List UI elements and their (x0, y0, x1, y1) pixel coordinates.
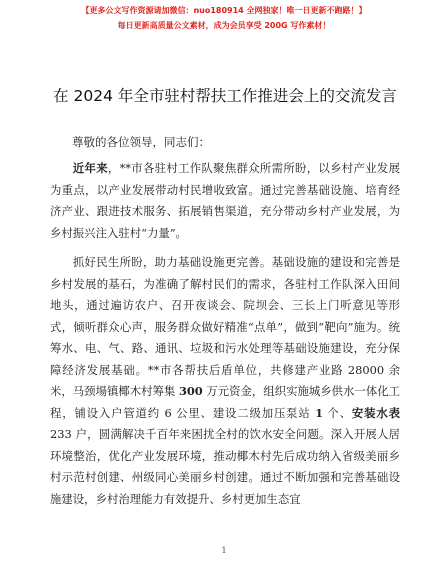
paragraph-1 (50, 158, 400, 244)
paragraph-text: 抓好民生所盼，助力基础设施更完善。基础设施的建设和完善是乡村发展的基石，为准确了解村民们的需求，各驻村工作队深入田间地头，通过遍访农户、召开夜谈会、院坝会、三长上门听意见等形式，倾听群众心声，服务群众做好精准“点单”，做到“靶向”施为。统筹水、电、气、路、通讯、垃圾和污水处理等基础设施建设，充分保障经济发展基础。**市各帮扶后盾单位，共修建产业路 28000 余米，马颈場镇椰木村筹集 (50, 255, 400, 398)
paragraph-lead: 近年来 (72, 161, 108, 175)
paragraph-text: 个、 (323, 405, 352, 420)
promo-banner-line2: 每日更新高质量公文素材，成为会员享受 200G 写作素材！ (117, 21, 331, 30)
promo-banner-line1: 【更多公文写作资源请加微信：nuo180914 全网独家！唯一日更新不跑路！】 (81, 6, 367, 15)
document-title: 在 2024 年全市驻村帮扶工作推进会上的交流发言 (53, 87, 397, 105)
paragraph-text: 233 户，圆满解决千百年来困扰全村的饮水安全问题。深入开展人居环境整治，优化产业发展环境，推动椰木村先后成功纳入省级美丽乡村示范村创建、州级同心美丽乡村创建。通过不断加强和完善基础设施建设，乡村治理能力有效提升、乡村更加生态宜 (50, 427, 400, 506)
greeting: 尊敬的各位领导，同志们： (72, 135, 210, 149)
emphasis-number: 300 (178, 384, 203, 398)
paragraph-text: 万元资金，组织实施城乡供水一体化工程，铺设入户管道约 6 公里、建设二级加压泵站 (50, 384, 400, 420)
emphasis-text: 安装水表 (351, 405, 400, 420)
page-number: 1 (221, 546, 227, 555)
document-body (50, 158, 400, 510)
paragraph-2 (50, 252, 400, 510)
emphasis-number: 1 (315, 405, 324, 420)
paragraph-text: ，**市各驻村工作队聚焦群众所需所盼，以乡村产业发展为重点，以产业发展带动村民增收致富。通过完善基础设施、培育经济产业、跟进技术服务、拓展销售渠道，充分带动乡村产业发展，为乡村振兴注入驻村“力量”。 (50, 161, 400, 240)
